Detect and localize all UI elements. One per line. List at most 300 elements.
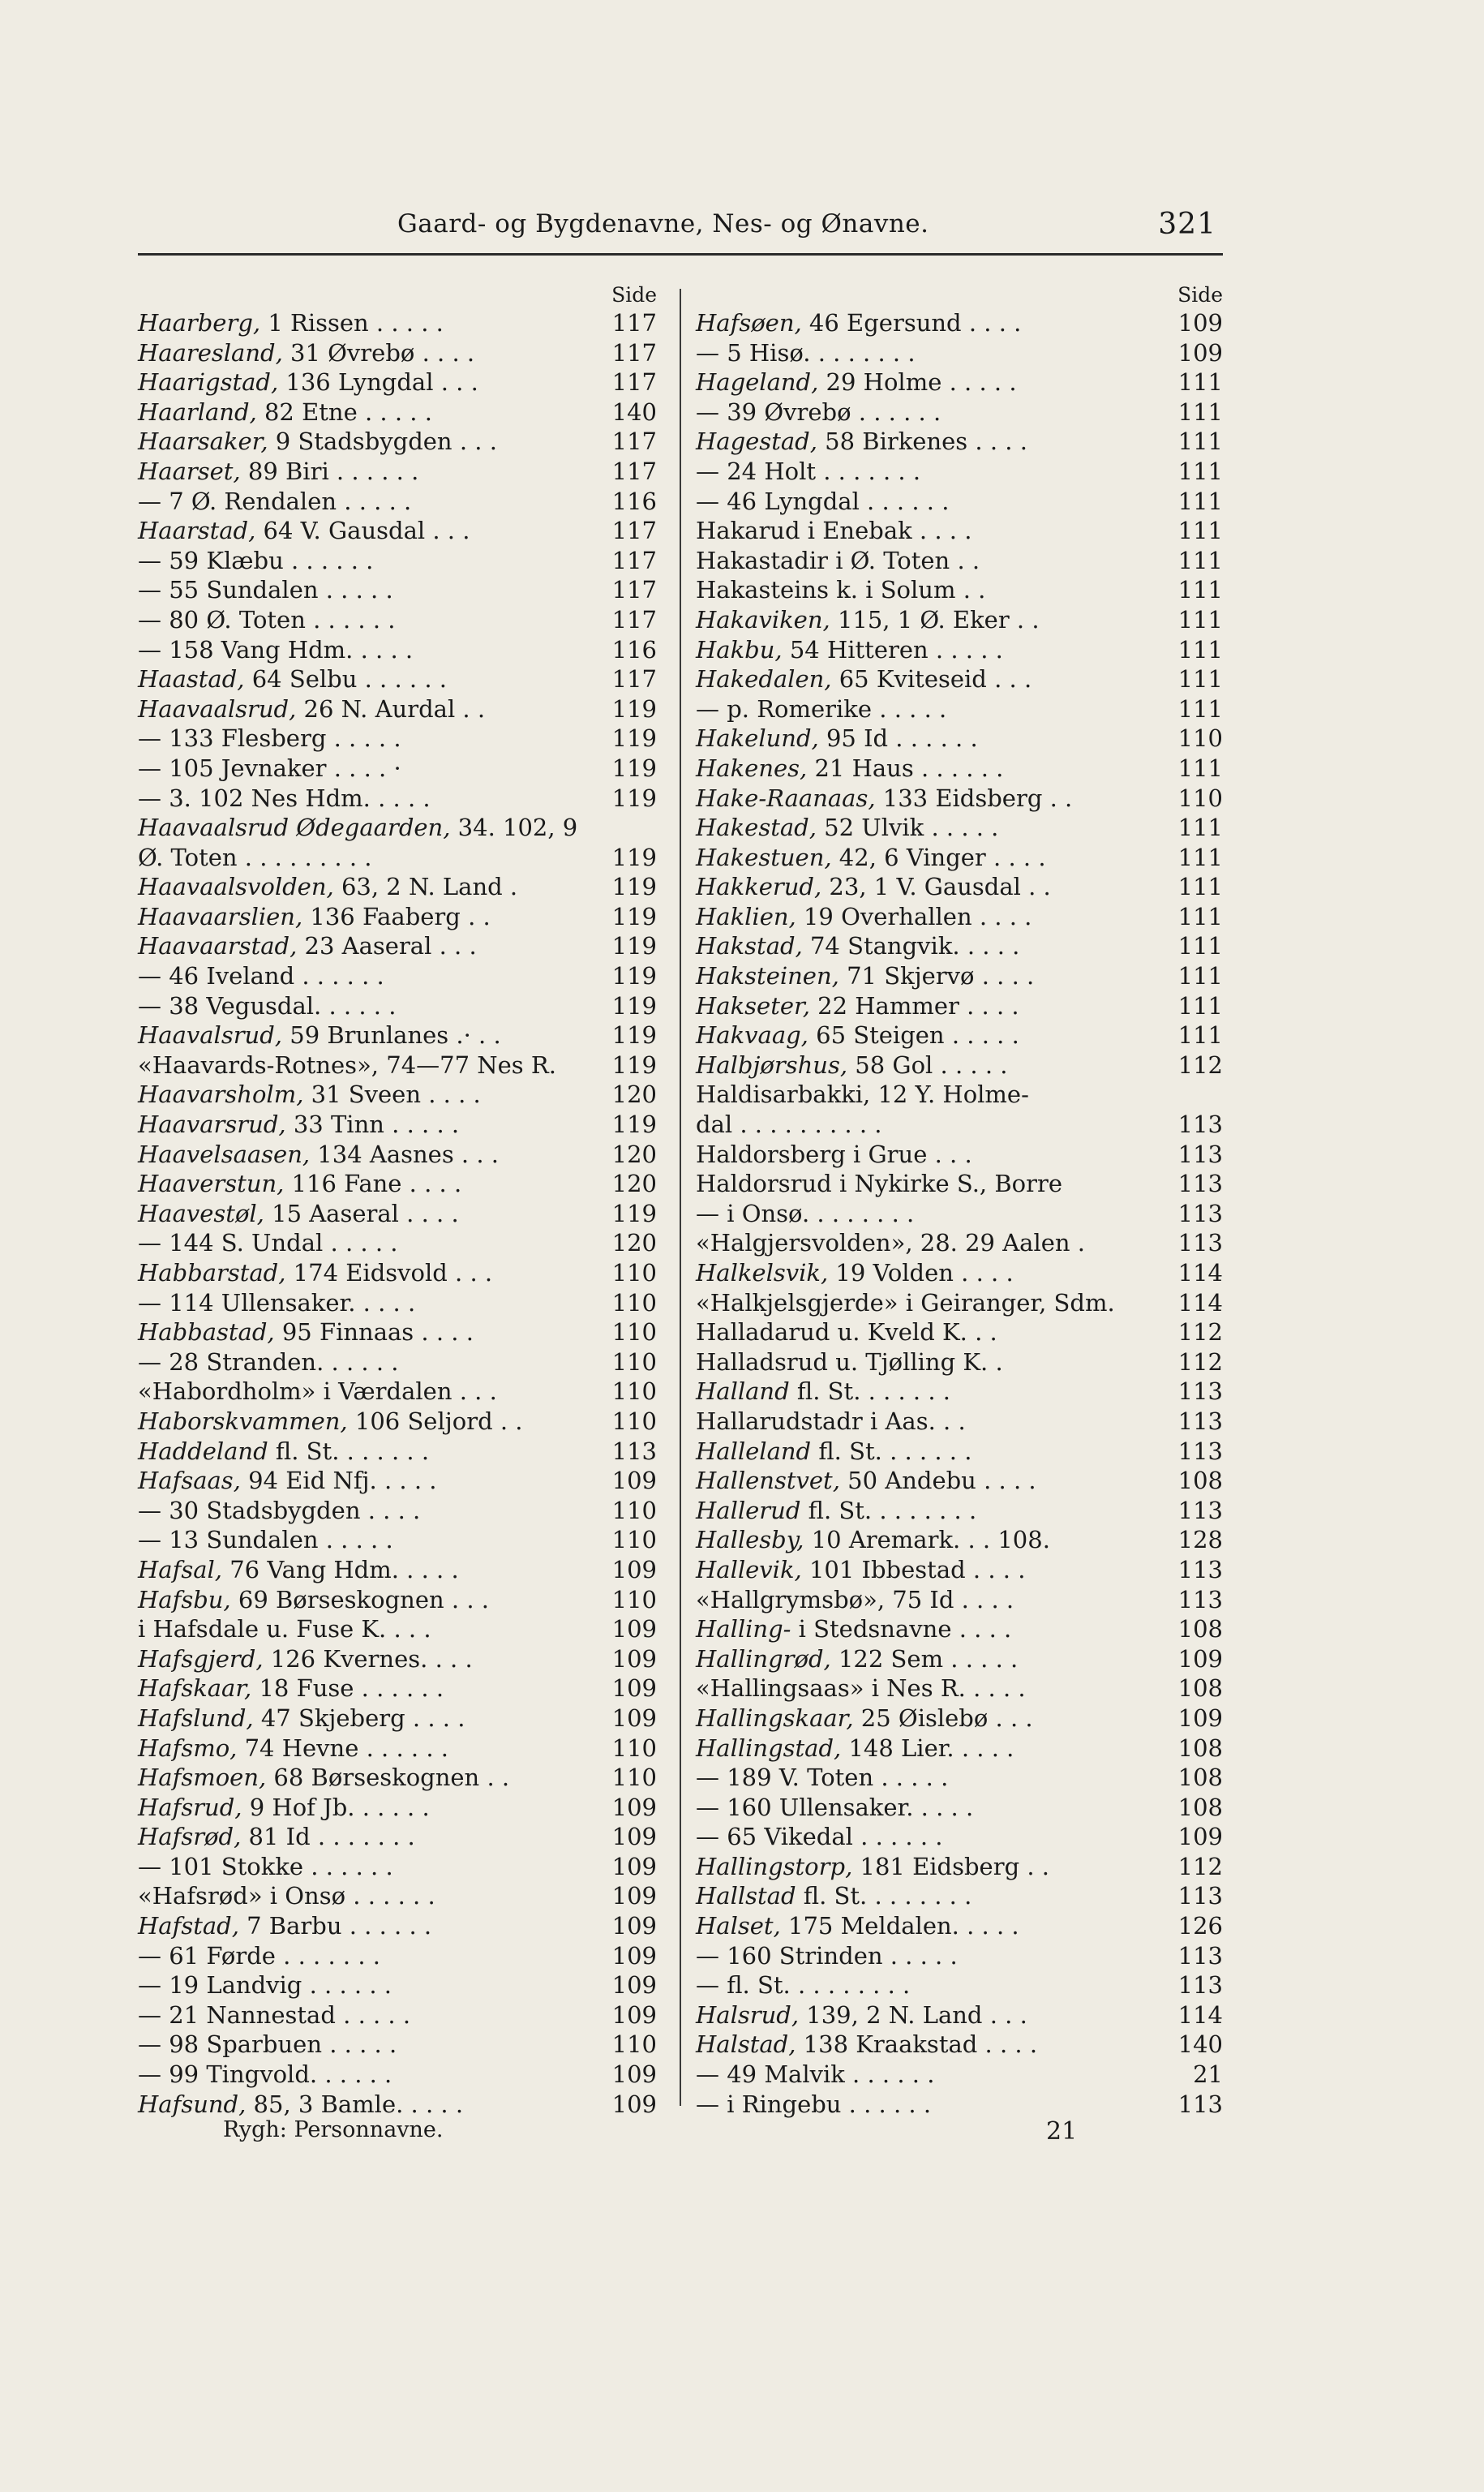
entry-name: Haavaalsvolden, xyxy=(138,873,334,901)
index-entry xyxy=(138,2030,657,2060)
entry-detail: — 7 Ø. Rendalen . . . . . xyxy=(138,487,412,515)
entry-page: 108 xyxy=(1177,1764,1223,1792)
entry-page: 119 xyxy=(611,1051,657,1079)
entry-page: 117 xyxy=(611,309,657,337)
entry-page: 111 xyxy=(1177,517,1223,545)
entry-text xyxy=(696,457,920,487)
entry-detail: Haldorsrud i Nykirke S., Borre xyxy=(696,1170,1063,1198)
entry-page: 111 xyxy=(1177,873,1223,901)
entry-page: 109 xyxy=(611,1823,657,1851)
entry-text xyxy=(138,1881,435,1911)
entry-detail: 31 Sveen . . . . xyxy=(303,1081,481,1109)
index-entry xyxy=(696,961,1223,991)
entry-detail: — 101 Stokke . . . . . . xyxy=(138,1852,393,1880)
entry-detail: 25 Øislebø . . . xyxy=(853,1704,1033,1732)
entry-text xyxy=(138,1466,437,1496)
entry-detail: 95 Finnaas . . . . xyxy=(274,1318,474,1347)
entry-detail: Hakarud i Enebak . . . . xyxy=(696,517,972,545)
entry-text xyxy=(696,1793,973,1823)
entry-name: Hafsaas, xyxy=(138,1467,241,1495)
entry-page: 116 xyxy=(611,635,657,664)
entry-name: Hakestuen, xyxy=(696,843,832,871)
entry-page: 110 xyxy=(611,1764,657,1792)
index-entry xyxy=(696,902,1223,932)
entry-page: 109 xyxy=(611,1882,657,1910)
entry-detail: 42, 6 Vinger . . . . xyxy=(831,843,1046,871)
entry-text xyxy=(138,931,477,961)
entry-page: 112 xyxy=(1177,1051,1223,1079)
entry-name: Hallevik, xyxy=(696,1555,802,1583)
entry-page: 111 xyxy=(1177,754,1223,782)
entry-detail: 95 Id . . . . . . xyxy=(818,724,978,753)
page-number: 321 xyxy=(1158,208,1216,241)
entry-text xyxy=(696,605,1040,635)
index-entry xyxy=(696,1941,1223,1971)
entry-page: 126 xyxy=(1177,1912,1223,1940)
index-entry xyxy=(696,1822,1223,1852)
entry-page: 110 xyxy=(611,2030,657,2059)
entry-page: 111 xyxy=(1177,814,1223,842)
index-entry xyxy=(138,516,657,546)
index-entry xyxy=(696,1585,1223,1615)
entry-detail: — 24 Holt . . . . . . . xyxy=(696,457,921,485)
entry-text xyxy=(696,1585,1014,1615)
entry-text xyxy=(138,1525,393,1555)
entry-name: Habbarstad, xyxy=(138,1259,286,1287)
entry-text xyxy=(138,338,474,368)
entry-page: 113 xyxy=(1177,1941,1223,1970)
entry-name: Haaverstun, xyxy=(138,1170,285,1198)
entry-text xyxy=(138,2090,463,2120)
entry-page: 109 xyxy=(1177,1823,1223,1851)
entry-page: 114 xyxy=(1177,1259,1223,1287)
entry-detail: Haldisarbakki, 12 Y. Holme- xyxy=(696,1081,1029,1109)
entry-text xyxy=(138,1763,509,1793)
entry-text xyxy=(696,1288,1115,1318)
index-entry xyxy=(138,635,657,665)
entry-text xyxy=(696,2000,1027,2030)
entry-name: Hakstad, xyxy=(696,932,803,960)
entry-text xyxy=(696,635,1003,665)
entry-page: 109 xyxy=(611,2000,657,2029)
entry-page: 120 xyxy=(611,1170,657,1198)
index-entry xyxy=(696,1110,1223,1140)
entry-page: 113 xyxy=(611,1437,657,1465)
entry-detail: 74 Hevne . . . . . . xyxy=(237,1734,449,1762)
entry-name: Halling- xyxy=(696,1615,791,1643)
entry-text xyxy=(696,1614,1011,1644)
entry-text xyxy=(138,2000,410,2030)
index-entry xyxy=(696,1051,1223,1081)
entry-text xyxy=(138,1555,459,1585)
entry-detail: 134 Aasnes . . . xyxy=(310,1140,500,1168)
index-entry xyxy=(138,1437,657,1467)
entry-page: 113 xyxy=(1177,1377,1223,1406)
entry-detail: — i Ringebu . . . . . . xyxy=(696,2090,932,2118)
index-entry xyxy=(138,1199,657,1229)
entry-detail: — 98 Sparbuen . . . . . xyxy=(138,2030,397,2059)
index-entry xyxy=(138,1228,657,1258)
entry-name: Haavarsrud, xyxy=(138,1111,286,1139)
entry-detail: — 80 Ø. Toten . . . . . . xyxy=(138,605,396,634)
entry-name: Hafsmo, xyxy=(138,1734,238,1762)
entry-page: 119 xyxy=(611,1199,657,1227)
index-entry xyxy=(696,1466,1223,1496)
index-entry xyxy=(696,605,1223,635)
index-entry xyxy=(138,813,657,843)
entry-detail: 29 Holme . . . . . xyxy=(818,368,1017,397)
entry-name: Halkelsvik, xyxy=(696,1259,829,1287)
entry-text xyxy=(696,1822,943,1852)
index-entry xyxy=(696,1614,1223,1644)
entry-page: 112 xyxy=(1177,1347,1223,1376)
entry-text xyxy=(696,724,978,754)
entry-list xyxy=(138,308,657,2119)
entry-text xyxy=(696,1437,971,1467)
entry-detail: 23, 1 V. Gausdal . . xyxy=(821,873,1051,901)
entry-detail: 122 Sem . . . . . xyxy=(830,1644,1019,1673)
entry-name: Hageland, xyxy=(696,368,819,397)
index-entry xyxy=(696,1525,1223,1555)
entry-page: 111 xyxy=(1177,457,1223,485)
entry-page: 111 xyxy=(1177,605,1223,634)
entry-text xyxy=(696,1020,1019,1051)
entry-text xyxy=(138,1704,465,1734)
entry-page: 119 xyxy=(611,784,657,812)
entry-page: 109 xyxy=(611,1793,657,1821)
entry-detail: Hakasteins k. i Solum . . xyxy=(696,576,986,604)
entry-page: 109 xyxy=(1177,1704,1223,1732)
entry-page: 111 xyxy=(1177,546,1223,574)
entry-page: 108 xyxy=(1177,1674,1223,1703)
entry-name: Hafsrud, xyxy=(138,1793,242,1821)
index-entry xyxy=(138,724,657,754)
index-entry xyxy=(696,1555,1223,1585)
entry-name: Haarigstad, xyxy=(138,368,279,397)
entry-text xyxy=(696,427,1027,457)
entry-name: Hafstad, xyxy=(138,1912,239,1940)
index-entry xyxy=(138,338,657,368)
entry-page: 109 xyxy=(1177,338,1223,367)
entry-text xyxy=(696,1555,1025,1585)
entry-text xyxy=(138,961,384,991)
entry-detail: — 133 Flesberg . . . . . xyxy=(138,724,401,753)
entry-page: 108 xyxy=(1177,1793,1223,1821)
side-label: Side xyxy=(1177,283,1223,307)
entry-text xyxy=(696,1110,882,1140)
entry-name: Hafsal, xyxy=(138,1555,222,1583)
entry-detail: 22 Hammer . . . . xyxy=(809,991,1019,1020)
entry-page: 110 xyxy=(1177,724,1223,753)
index-entry xyxy=(696,1763,1223,1793)
index-entry xyxy=(696,1377,1223,1407)
entry-detail: — 21 Nannestad . . . . . xyxy=(138,2000,411,2029)
entry-detail: 106 Seljord . . xyxy=(347,1407,523,1435)
entry-text xyxy=(138,1228,398,1258)
index-entry xyxy=(696,1140,1223,1170)
index-entry xyxy=(138,1674,657,1704)
entry-text xyxy=(138,664,447,694)
entry-detail: Hakastadir i Ø. Toten . . xyxy=(696,546,980,574)
entry-page: 113 xyxy=(1177,1971,1223,2000)
entry-page: 113 xyxy=(1177,1407,1223,1435)
entry-text xyxy=(696,1080,1029,1110)
entry-text xyxy=(696,338,916,368)
index-entry xyxy=(138,2090,657,2120)
index-entry xyxy=(138,1970,657,2000)
index-entry xyxy=(696,1881,1223,1911)
entry-page: 114 xyxy=(1177,1288,1223,1317)
entry-text xyxy=(138,427,497,457)
entry-page: 113 xyxy=(1177,2090,1223,2118)
entry-name: Habbastad, xyxy=(138,1318,275,1347)
entry-name: Halset, xyxy=(696,1912,781,1940)
entry-detail: 115, 1 Ø. Eker . . xyxy=(830,605,1040,634)
entry-name: Hakvaag, xyxy=(696,1021,808,1050)
entry-page: 119 xyxy=(611,1111,657,1139)
entry-detail: 18 Fuse . . . . . . xyxy=(251,1674,444,1703)
entry-detail: Halladsrud u. Tjølling K. . xyxy=(696,1347,1003,1376)
entry-detail: 59 Brunlanes .· . . xyxy=(282,1021,501,1050)
entry-text xyxy=(696,1228,1085,1258)
index-entry xyxy=(138,308,657,338)
entry-text xyxy=(696,694,946,724)
entry-text xyxy=(138,605,396,635)
entry-detail: 46 Egersund . . . . xyxy=(801,309,1022,337)
index-entry xyxy=(138,1258,657,1288)
entry-name: Hafsund, xyxy=(138,2090,247,2118)
entry-name: Hake-Raanaas, xyxy=(696,784,876,812)
index-entry xyxy=(696,784,1223,814)
entry-text xyxy=(696,397,941,428)
entry-name: Haavaalsrud, xyxy=(138,694,297,723)
index-entry xyxy=(138,843,657,873)
entry-text xyxy=(696,1407,966,1437)
entry-page: 110 xyxy=(611,1259,657,1287)
entry-text xyxy=(138,1644,473,1674)
entry-detail: 89 Biri . . . . . . xyxy=(240,457,419,485)
entry-text xyxy=(696,1258,1014,1288)
index-entry xyxy=(138,872,657,902)
entry-detail: Haldorsberg i Grue . . . xyxy=(696,1140,972,1168)
entry-page: 117 xyxy=(611,457,657,485)
entry-detail: — 160 Ullensaker. . . . . xyxy=(696,1793,974,1821)
entry-name: Hakaviken, xyxy=(696,605,830,634)
entry-detail: 58 Gol . . . . . xyxy=(847,1051,1008,1079)
entry-detail: 63, 2 N. Land . xyxy=(333,873,518,901)
entry-detail: dal . . . . . . . . . . xyxy=(696,1111,882,1139)
entry-detail: 21 Haus . . . . . . xyxy=(807,754,1004,782)
entry-text xyxy=(696,991,1019,1021)
index-entry xyxy=(696,1228,1223,1258)
entry-detail: Hallarudstadr i Aas. . . xyxy=(696,1407,966,1435)
entry-text xyxy=(138,1822,415,1852)
entry-page: 109 xyxy=(611,1912,657,1940)
entry-page: 109 xyxy=(611,1971,657,2000)
index-entry xyxy=(696,1734,1223,1764)
entry-page: 111 xyxy=(1177,665,1223,694)
entry-page: 109 xyxy=(611,2060,657,2089)
entry-name: Hallingrød, xyxy=(696,1644,831,1673)
sheet-number: 21 xyxy=(1046,2117,1078,2146)
entry-text xyxy=(696,2060,934,2090)
index-entry xyxy=(696,1407,1223,1437)
left-column xyxy=(138,281,657,2119)
index-entry xyxy=(696,575,1223,605)
index-entry xyxy=(138,664,657,694)
entry-name: Hallstad xyxy=(696,1882,796,1910)
entry-name: Haavalsrud, xyxy=(138,1021,283,1050)
entry-name: Haborskvammen, xyxy=(138,1407,348,1435)
entry-text xyxy=(138,487,411,517)
entry-detail: — 65 Vikedal . . . . . . xyxy=(696,1823,943,1851)
entry-text xyxy=(138,397,432,428)
entry-text xyxy=(696,1941,958,1971)
index-entry xyxy=(696,2030,1223,2060)
entry-detail: 19 Overhallen . . . . xyxy=(796,902,1032,930)
entry-name: Hallingstorp, xyxy=(696,1852,853,1880)
index-entry xyxy=(138,427,657,457)
entry-page: 113 xyxy=(1177,1882,1223,1910)
entry-detail: 82 Etne . . . . . xyxy=(256,397,432,426)
entry-page: 112 xyxy=(1177,1852,1223,1880)
entry-text xyxy=(138,1911,431,1941)
entry-text xyxy=(138,1199,459,1229)
entry-page: 119 xyxy=(611,1021,657,1050)
entry-detail: «Haavards-Rotnes», 74—77 Nes R. xyxy=(138,1051,556,1079)
index-entry xyxy=(138,1288,657,1318)
entry-page: 113 xyxy=(1177,1170,1223,1198)
entry-page: 117 xyxy=(611,576,657,604)
entry-name: Haavaarstad, xyxy=(138,932,298,960)
entry-page: 111 xyxy=(1177,635,1223,664)
signature-mark: Rygh: Personnavne. xyxy=(223,2117,444,2142)
entry-text xyxy=(696,1881,971,1911)
entry-text xyxy=(696,308,1021,338)
entry-page: 117 xyxy=(611,428,657,456)
entry-text xyxy=(138,1496,420,1526)
entry-text xyxy=(138,2060,392,2090)
entry-detail: — 3. 102 Nes Hdm. . . . . xyxy=(138,784,431,812)
entry-page: 111 xyxy=(1177,962,1223,990)
entry-page: 109 xyxy=(1177,309,1223,337)
entry-page: 111 xyxy=(1177,1021,1223,1050)
index-entry xyxy=(696,813,1223,843)
entry-detail: 47 Skjeberg . . . . xyxy=(253,1704,465,1732)
entry-page: 109 xyxy=(1177,1644,1223,1673)
entry-name: Hakelund, xyxy=(696,724,819,753)
index-entry xyxy=(138,1793,657,1823)
entry-text xyxy=(138,1288,415,1318)
entry-detail: i Hafsdale u. Fuse K. . . . xyxy=(138,1615,431,1643)
entry-name: Halland xyxy=(696,1377,790,1406)
entry-page: 109 xyxy=(611,1941,657,1970)
entry-page: 119 xyxy=(611,873,657,901)
index-entry xyxy=(138,487,657,517)
entry-name: Hakkerud, xyxy=(696,873,822,901)
entry-page: 128 xyxy=(1177,1526,1223,1554)
entry-name: Haddeland xyxy=(138,1437,268,1465)
entry-name: Hagestad, xyxy=(696,428,817,456)
entry-text xyxy=(138,991,396,1021)
index-entry xyxy=(696,724,1223,754)
entry-text xyxy=(138,367,478,397)
entry-name: Hafsbu, xyxy=(138,1585,231,1613)
entry-detail: 136 Lyngdal . . . xyxy=(278,368,478,397)
entry-text xyxy=(696,1496,976,1526)
entry-page: 109 xyxy=(611,1615,657,1643)
index-entry xyxy=(138,694,657,724)
entry-name: Hallingstad, xyxy=(696,1734,842,1762)
entry-page: 140 xyxy=(611,397,657,426)
entry-detail: «Halkjelsgjerde» i Geiranger, Sdm. xyxy=(696,1288,1115,1317)
index-entry xyxy=(696,457,1223,487)
index-entry xyxy=(138,1941,657,1971)
entry-text xyxy=(696,902,1032,932)
entry-text xyxy=(138,516,470,546)
index-entry xyxy=(138,902,657,932)
entry-detail: Ø. Toten . . . . . . . . . xyxy=(138,843,372,871)
entry-page: 110 xyxy=(611,1526,657,1554)
entry-text xyxy=(696,1140,972,1170)
index-entry xyxy=(138,1317,657,1347)
entry-page: 109 xyxy=(611,1555,657,1583)
entry-detail: — 59 Klæbu . . . . . . xyxy=(138,546,374,574)
index-entry xyxy=(696,1644,1223,1674)
entry-name: Halbjørshus, xyxy=(696,1051,848,1079)
index-entry xyxy=(138,1585,657,1615)
entry-text xyxy=(138,1793,430,1823)
entry-text xyxy=(696,1674,1026,1704)
entry-text xyxy=(138,902,491,932)
index-entry xyxy=(696,1317,1223,1347)
entry-page: 108 xyxy=(1177,1615,1223,1643)
index-entry xyxy=(696,2060,1223,2090)
entry-detail: — p. Romerike . . . . . xyxy=(696,694,947,723)
entry-detail: 26 N. Aurdal . . xyxy=(296,694,486,723)
entry-detail: — 46 Lyngdal . . . . . . xyxy=(696,487,950,515)
entry-detail: 9 Stadsbygden . . . xyxy=(268,428,497,456)
entry-text xyxy=(138,1110,459,1140)
index-entry xyxy=(696,308,1223,338)
entry-detail: 58 Birkenes . . . . xyxy=(817,428,1027,456)
entry-page: 119 xyxy=(611,724,657,753)
entry-name: Hallenstvet, xyxy=(696,1467,840,1495)
entry-page: 116 xyxy=(611,487,657,515)
entry-page: 113 xyxy=(1177,1140,1223,1168)
entry-text xyxy=(138,694,485,724)
entry-name: Haavarsholm, xyxy=(138,1081,304,1109)
entry-name: Hafsrød, xyxy=(138,1823,242,1851)
index-entry xyxy=(138,1110,657,1140)
entry-detail: — 114 Ullensaker. . . . . xyxy=(138,1288,416,1317)
entry-page: 117 xyxy=(611,605,657,634)
entry-page: 108 xyxy=(1177,1467,1223,1495)
index-entry xyxy=(696,1288,1223,1318)
entry-detail: 9 Hof Jb. . . . . . xyxy=(242,1793,430,1821)
entry-detail: 54 Hitteren . . . . . xyxy=(782,635,1003,664)
index-entry xyxy=(696,664,1223,694)
entry-page: 108 xyxy=(1177,1734,1223,1762)
index-entry xyxy=(138,1763,657,1793)
entry-text xyxy=(138,546,373,576)
entry-text xyxy=(138,308,444,338)
index-entry xyxy=(696,931,1223,961)
page-header xyxy=(397,209,1216,250)
entry-detail: 15 Aaseral . . . . xyxy=(264,1199,459,1227)
entry-detail: 23 Aaseral . . . xyxy=(297,932,477,960)
entry-text xyxy=(138,1734,448,1764)
